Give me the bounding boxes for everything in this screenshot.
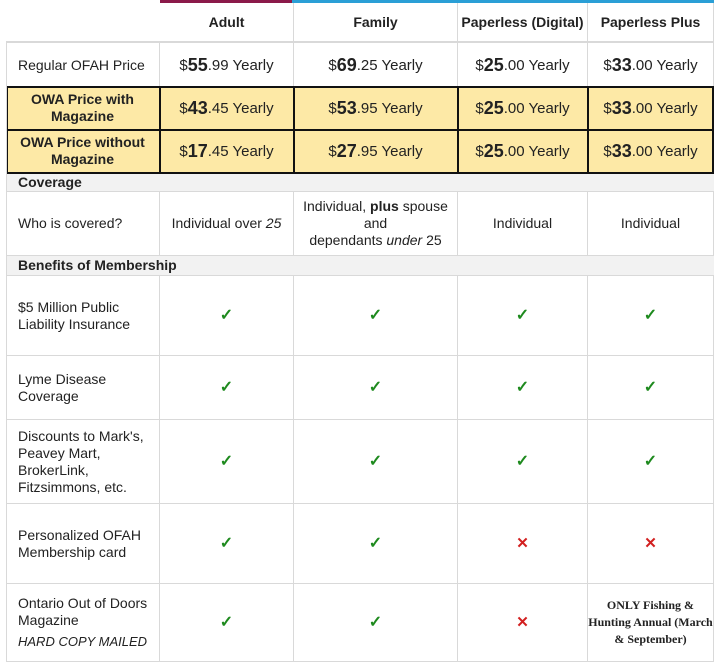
magazine-note: HARD COPY MAILED bbox=[18, 634, 148, 649]
magazine-row bbox=[6, 584, 714, 662]
header-paperless-plus: Paperless Plus bbox=[588, 3, 714, 42]
benefits-section-row bbox=[6, 256, 714, 276]
regular-price-adult: $ 55 .99 Yearly bbox=[160, 43, 294, 88]
highlight-divider bbox=[457, 86, 459, 174]
benefit-label: Lyme Disease Coverage bbox=[6, 356, 160, 420]
check-icon: ✓ bbox=[160, 420, 294, 504]
check-icon: ✓ bbox=[294, 504, 458, 584]
check-icon: ✓ bbox=[160, 584, 294, 662]
magazine-label bbox=[6, 584, 160, 662]
header-paperless: Paperless (Digital) bbox=[458, 3, 588, 42]
regular-price-paperless-plus: $ 33 .00 Yearly bbox=[588, 43, 714, 88]
benefit-label: Personalized OFAH Membership card bbox=[6, 504, 160, 584]
owa-with-magazine-label: OWA Price with Magazine bbox=[6, 87, 160, 130]
coverage-section-row bbox=[6, 174, 714, 192]
owa-with-magazine-row bbox=[6, 87, 714, 130]
benefit-row bbox=[6, 420, 714, 504]
who-covered-row bbox=[6, 192, 714, 256]
benefit-row bbox=[6, 504, 714, 584]
benefit-label: $5 Million Public Liability Insurance bbox=[6, 276, 160, 356]
header-adult: Adult bbox=[160, 3, 294, 42]
who-covered-family: Individual, plus spouse and dependants under 25 bbox=[294, 192, 458, 256]
header-row bbox=[6, 3, 714, 42]
benefit-label: Discounts to Mark's, Peavey Mart, BrokerLink, Fitzsimmons, etc. bbox=[6, 420, 160, 504]
header-blank bbox=[6, 3, 160, 42]
who-covered-adult: Individual over 25 bbox=[160, 192, 294, 256]
who-covered-paperless: Individual bbox=[458, 192, 588, 256]
check-icon: ✓ bbox=[458, 356, 588, 420]
owa-without-magazine-label: OWA Price without Magazine bbox=[6, 130, 160, 173]
highlight-divider bbox=[159, 86, 161, 174]
regular-price-label: Regular OFAH Price bbox=[6, 43, 160, 88]
check-icon: ✓ bbox=[160, 504, 294, 584]
highlight-divider bbox=[587, 86, 589, 174]
header-family: Family bbox=[294, 3, 458, 42]
regular-price-row bbox=[6, 42, 714, 88]
check-icon: ✓ bbox=[588, 356, 714, 420]
owa-with-family: $ 53 .95 Yearly bbox=[294, 87, 458, 130]
who-covered-label: Who is covered? bbox=[6, 192, 160, 256]
benefit-row bbox=[6, 356, 714, 420]
who-covered-paperless-plus: Individual bbox=[588, 192, 714, 256]
paperless-plus-magazine-note: ONLY Fishing & Hunting Annual (March & September) bbox=[588, 584, 714, 662]
check-icon: ✓ bbox=[294, 356, 458, 420]
owa-with-adult: $ 43 .45 Yearly bbox=[160, 87, 294, 130]
owa-without-paperless: $ 25 .00 Yearly bbox=[458, 130, 588, 173]
check-icon: ✓ bbox=[458, 276, 588, 356]
check-icon: ✓ bbox=[160, 276, 294, 356]
owa-with-paperless: $ 25 .00 Yearly bbox=[458, 87, 588, 130]
check-icon: ✓ bbox=[588, 276, 714, 356]
cross-icon: ✕ bbox=[458, 504, 588, 584]
benefits-section-label: Benefits of Membership bbox=[6, 256, 714, 276]
magazine-title: Ontario Out of Doors Magazine bbox=[18, 595, 148, 628]
check-icon: ✓ bbox=[160, 356, 294, 420]
cross-icon: ✕ bbox=[458, 584, 588, 662]
benefit-row bbox=[6, 276, 714, 356]
check-icon: ✓ bbox=[588, 420, 714, 504]
owa-with-paperless-plus: $ 33 .00 Yearly bbox=[588, 87, 714, 130]
owa-without-paperless-plus: $ 33 .00 Yearly bbox=[588, 130, 714, 173]
check-icon: ✓ bbox=[458, 420, 588, 504]
cross-icon: ✕ bbox=[588, 504, 714, 584]
check-icon: ✓ bbox=[294, 420, 458, 504]
regular-price-paperless: $ 25 .00 Yearly bbox=[458, 43, 588, 88]
highlight-divider bbox=[293, 86, 295, 174]
owa-without-adult: $ 17 .45 Yearly bbox=[160, 130, 294, 173]
owa-without-magazine-row bbox=[6, 130, 714, 173]
regular-price-family: $ 69 .25 Yearly bbox=[294, 43, 458, 88]
coverage-section-label: Coverage bbox=[6, 174, 714, 192]
check-icon: ✓ bbox=[294, 276, 458, 356]
check-icon: ✓ bbox=[294, 584, 458, 662]
owa-without-family: $ 27 .95 Yearly bbox=[294, 130, 458, 173]
